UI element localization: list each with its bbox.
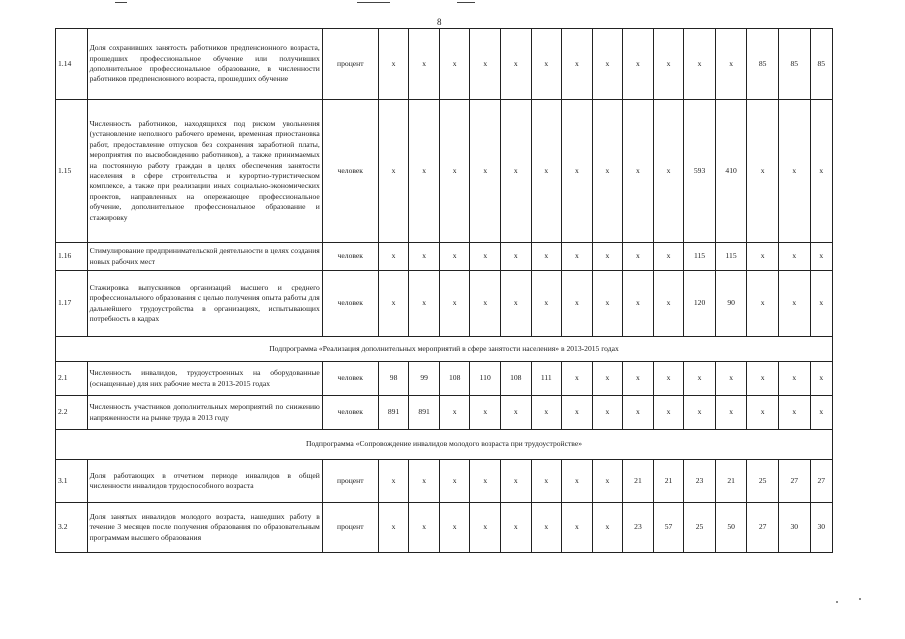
- unit-cell: процент: [322, 460, 378, 503]
- scan-mark: [457, 2, 475, 3]
- value-cell: 27: [747, 503, 779, 553]
- scan-mark: [357, 2, 390, 3]
- value-cell: x: [378, 29, 409, 100]
- indicator-name: Доля занятых инвалидов молодого возраста, нашедших работу в течение 3 месяцев после получения образования по образовательным программам высшего образования: [87, 503, 322, 553]
- value-cell: x: [684, 362, 716, 396]
- subprogram-title: Подпрограмма «Сопровождение инвалидов молодого возраста при трудоустройстве»: [56, 430, 833, 460]
- value-cell: x: [531, 396, 562, 430]
- value-cell: x: [778, 396, 810, 430]
- value-cell: x: [810, 100, 832, 243]
- value-cell: x: [592, 243, 623, 271]
- value-cell: x: [531, 243, 562, 271]
- indicator-name: Доля сохранивших занятость работников предпенсионного возраста, прошедших профессиональное обучение или получивших дополнительное профессиональное образование, в численности работников предпенсионного возраста, прошедших обучение: [87, 29, 322, 100]
- unit-cell: человек: [322, 362, 378, 396]
- indicator-name: Численность инвалидов, трудоустроенных на оборудованные (оснащенные) для них рабочие места в 2013-2015 годах: [87, 362, 322, 396]
- value-cell: 21: [623, 460, 654, 503]
- value-cell: 23: [623, 503, 654, 553]
- table-row: [56, 100, 833, 243]
- value-cell: 111: [531, 362, 562, 396]
- value-cell: 21: [653, 460, 684, 503]
- row-number: 2.1: [56, 362, 88, 396]
- value-cell: x: [470, 503, 501, 553]
- value-cell: x: [439, 100, 470, 243]
- value-cell: x: [592, 29, 623, 100]
- value-cell: 21: [715, 460, 747, 503]
- value-cell: x: [409, 460, 440, 503]
- indicator-name: Численность участников дополнительных мероприятий по снижению напряженности на рынке труда в 2013 году: [87, 396, 322, 430]
- unit-cell: человек: [322, 100, 378, 243]
- value-cell: x: [531, 29, 562, 100]
- value-cell: 90: [715, 271, 747, 337]
- value-cell: x: [500, 243, 531, 271]
- value-cell: x: [470, 271, 501, 337]
- value-cell: x: [439, 460, 470, 503]
- value-cell: x: [592, 503, 623, 553]
- value-cell: x: [562, 362, 593, 396]
- row-number: 1.16: [56, 243, 88, 271]
- row-number: 1.14: [56, 29, 88, 100]
- value-cell: x: [531, 503, 562, 553]
- value-cell: x: [439, 29, 470, 100]
- value-cell: x: [500, 100, 531, 243]
- subprogram-row: [56, 337, 833, 362]
- value-cell: x: [778, 271, 810, 337]
- indicators-table: [55, 28, 833, 553]
- value-cell: 25: [747, 460, 779, 503]
- value-cell: x: [409, 503, 440, 553]
- value-cell: 115: [684, 243, 716, 271]
- value-cell: x: [684, 29, 716, 100]
- value-cell: x: [810, 271, 832, 337]
- value-cell: x: [747, 362, 779, 396]
- value-cell: x: [747, 396, 779, 430]
- value-cell: x: [531, 100, 562, 243]
- value-cell: x: [778, 243, 810, 271]
- value-cell: x: [562, 460, 593, 503]
- indicator-name: Стимулирование предпринимательской деятельности в целях создания новых рабочих мест: [87, 243, 322, 271]
- value-cell: x: [810, 243, 832, 271]
- row-number: 2.2: [56, 396, 88, 430]
- page-number: 8: [437, 17, 442, 27]
- indicator-name: Стажировка выпускников организаций высшего и среднего профессионального образования с целью получения опыта работы для дальнейшего трудоустройства в организациях, испытывающих потребность в кадрах: [87, 271, 322, 337]
- value-cell: x: [531, 460, 562, 503]
- value-cell: 27: [810, 460, 832, 503]
- value-cell: x: [378, 271, 409, 337]
- table-row: [56, 29, 833, 100]
- value-cell: x: [592, 271, 623, 337]
- row-number: 1.15: [56, 100, 88, 243]
- value-cell: x: [810, 362, 832, 396]
- table-row: [56, 396, 833, 430]
- value-cell: 25: [684, 503, 716, 553]
- value-cell: x: [747, 100, 779, 243]
- value-cell: x: [470, 243, 501, 271]
- value-cell: x: [531, 271, 562, 337]
- value-cell: x: [562, 29, 593, 100]
- value-cell: x: [470, 396, 501, 430]
- value-cell: x: [715, 29, 747, 100]
- value-cell: x: [623, 362, 654, 396]
- value-cell: x: [592, 460, 623, 503]
- value-cell: 30: [810, 503, 832, 553]
- value-cell: x: [684, 396, 716, 430]
- value-cell: 85: [747, 29, 779, 100]
- scan-speck: [859, 598, 861, 600]
- table-row: [56, 243, 833, 271]
- value-cell: x: [562, 271, 593, 337]
- value-cell: x: [378, 100, 409, 243]
- value-cell: x: [747, 271, 779, 337]
- value-cell: 23: [684, 460, 716, 503]
- value-cell: x: [623, 100, 654, 243]
- value-cell: x: [470, 100, 501, 243]
- value-cell: x: [500, 503, 531, 553]
- value-cell: x: [500, 29, 531, 100]
- value-cell: x: [623, 243, 654, 271]
- value-cell: x: [778, 100, 810, 243]
- value-cell: 108: [439, 362, 470, 396]
- value-cell: x: [470, 29, 501, 100]
- value-cell: 30: [778, 503, 810, 553]
- table-row: [56, 503, 833, 553]
- value-cell: 57: [653, 503, 684, 553]
- value-cell: x: [409, 243, 440, 271]
- value-cell: x: [623, 271, 654, 337]
- unit-cell: человек: [322, 271, 378, 337]
- scan-mark: [115, 2, 127, 3]
- indicator-name: Доля работающих в отчетном периоде инвалидов в общей численности инвалидов трудоспособного возраста: [87, 460, 322, 503]
- row-number: 3.1: [56, 460, 88, 503]
- value-cell: x: [653, 29, 684, 100]
- value-cell: 593: [684, 100, 716, 243]
- value-cell: x: [653, 100, 684, 243]
- row-number: 3.2: [56, 503, 88, 553]
- value-cell: x: [715, 362, 747, 396]
- value-cell: x: [378, 460, 409, 503]
- value-cell: x: [378, 243, 409, 271]
- value-cell: 410: [715, 100, 747, 243]
- value-cell: x: [500, 396, 531, 430]
- value-cell: 110: [470, 362, 501, 396]
- value-cell: 108: [500, 362, 531, 396]
- table-row: [56, 271, 833, 337]
- value-cell: x: [562, 503, 593, 553]
- value-cell: x: [592, 396, 623, 430]
- value-cell: x: [592, 100, 623, 243]
- value-cell: x: [715, 396, 747, 430]
- value-cell: x: [439, 503, 470, 553]
- value-cell: 120: [684, 271, 716, 337]
- value-cell: x: [409, 271, 440, 337]
- row-number: 1.17: [56, 271, 88, 337]
- indicator-name: Численность работников, находящихся под риском увольнения (установление неполного рабочего времени, временная приостановка работ, предоставление отпусков без сохранения заработной платы, мероприятия по высвобождению работников), а также принимаемых на постоянную работу граждан в целях обеспечения занятости населения в сфере строительства и курортно-туристическом комплексе, а также при реализации иных социально-экономических проектов, направленных на опережающее профессиональное обучение, дополнительное профессиональное образование и стажировку: [87, 100, 322, 243]
- value-cell: x: [592, 362, 623, 396]
- value-cell: x: [623, 29, 654, 100]
- value-cell: x: [378, 503, 409, 553]
- value-cell: x: [653, 271, 684, 337]
- value-cell: 891: [409, 396, 440, 430]
- value-cell: x: [500, 460, 531, 503]
- value-cell: x: [653, 243, 684, 271]
- value-cell: x: [653, 396, 684, 430]
- value-cell: x: [409, 29, 440, 100]
- value-cell: x: [439, 271, 470, 337]
- table-row: [56, 460, 833, 503]
- value-cell: 50: [715, 503, 747, 553]
- value-cell: 98: [378, 362, 409, 396]
- value-cell: x: [562, 100, 593, 243]
- value-cell: x: [562, 396, 593, 430]
- value-cell: 891: [378, 396, 409, 430]
- value-cell: 27: [778, 460, 810, 503]
- value-cell: x: [778, 362, 810, 396]
- value-cell: 85: [778, 29, 810, 100]
- subprogram-title: Подпрограмма «Реализация дополнительных мероприятий в сфере занятости населения» в 2013-2015 годах: [56, 337, 833, 362]
- value-cell: 115: [715, 243, 747, 271]
- value-cell: 85: [810, 29, 832, 100]
- value-cell: 99: [409, 362, 440, 396]
- value-cell: x: [439, 396, 470, 430]
- value-cell: x: [562, 243, 593, 271]
- unit-cell: человек: [322, 243, 378, 271]
- value-cell: x: [439, 243, 470, 271]
- value-cell: x: [500, 271, 531, 337]
- scan-speck: [836, 601, 838, 603]
- unit-cell: процент: [322, 29, 378, 100]
- unit-cell: человек: [322, 396, 378, 430]
- value-cell: x: [747, 243, 779, 271]
- value-cell: x: [810, 396, 832, 430]
- value-cell: x: [623, 396, 654, 430]
- table-body: [56, 29, 833, 553]
- value-cell: x: [409, 100, 440, 243]
- value-cell: x: [653, 362, 684, 396]
- value-cell: x: [470, 460, 501, 503]
- table-row: [56, 362, 833, 396]
- unit-cell: процент: [322, 503, 378, 553]
- subprogram-row: [56, 430, 833, 460]
